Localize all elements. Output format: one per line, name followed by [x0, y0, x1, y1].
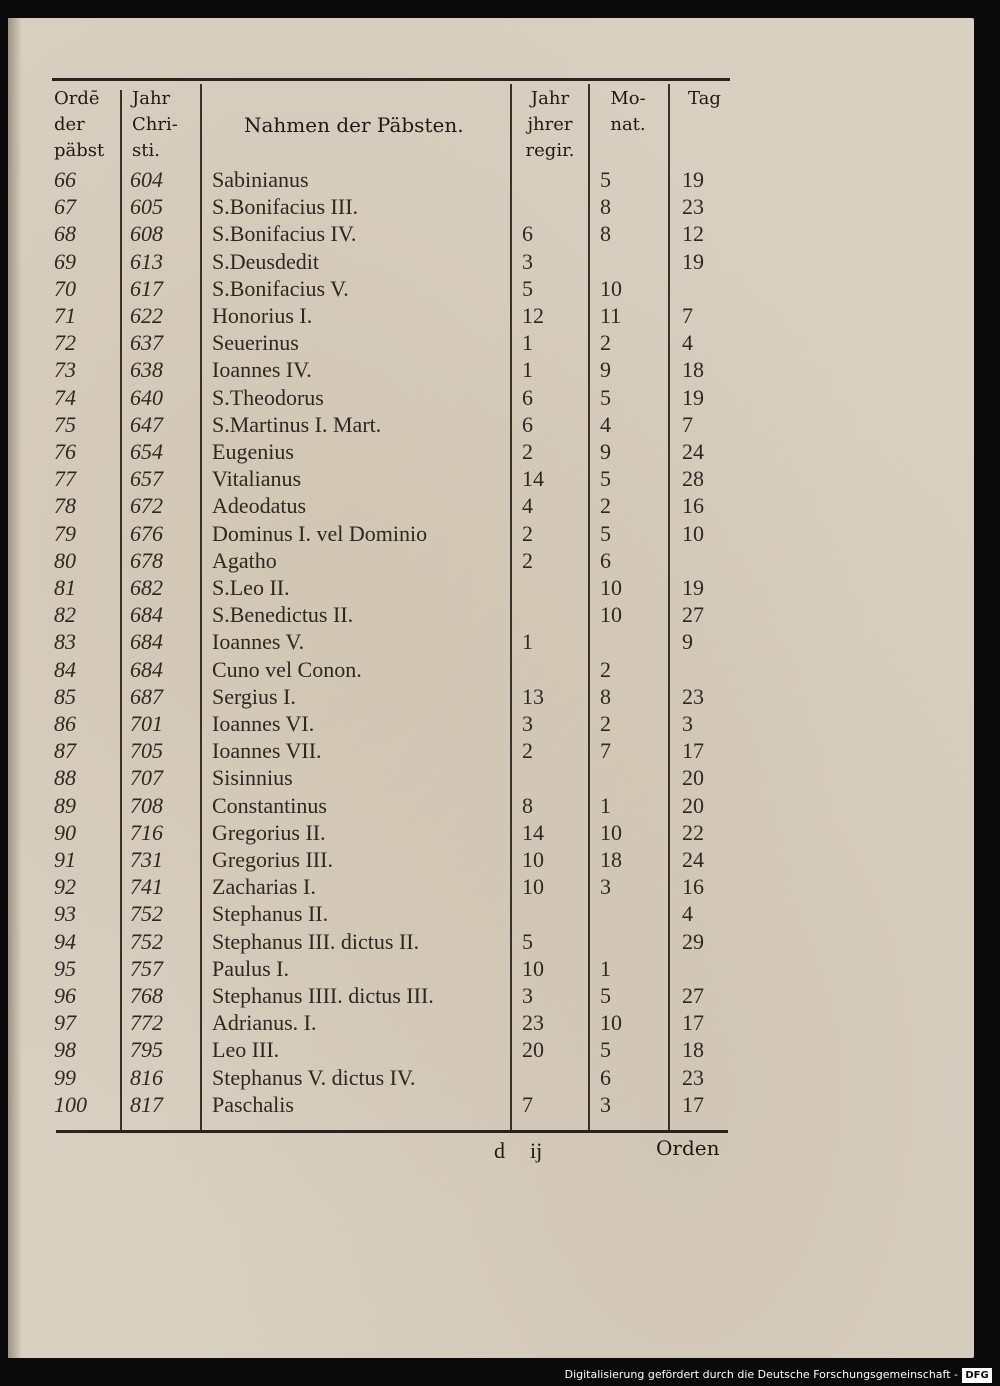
- reign-months: 7: [600, 738, 611, 764]
- pope-name: Ioannes V.: [212, 629, 305, 655]
- reign-months: 3: [600, 874, 611, 900]
- reign-years: 3: [522, 248, 533, 274]
- reign-days: 18: [682, 1037, 704, 1063]
- reign-days: 29: [682, 928, 704, 954]
- reign-years: 5: [522, 928, 533, 954]
- table-row: [0, 275, 1000, 302]
- pope-number: 71: [54, 303, 76, 328]
- table-row: [0, 628, 1000, 655]
- dfg-logo: DFG: [962, 1368, 992, 1383]
- pope-name: Leo III.: [212, 1037, 280, 1063]
- table-row: [0, 166, 1000, 193]
- year-christi: 795: [130, 1037, 163, 1063]
- table-row: [0, 928, 1000, 955]
- reign-years: 4: [522, 493, 533, 519]
- reign-months: 2: [600, 330, 611, 356]
- reign-years: 10: [522, 847, 544, 872]
- pope-number: 91: [54, 847, 76, 872]
- reign-days: 7: [682, 411, 693, 437]
- reign-years: 14: [522, 466, 544, 492]
- reign-years: 1: [522, 330, 533, 356]
- reign-months: 8: [600, 221, 611, 247]
- reign-years: 2: [522, 738, 533, 764]
- pope-number: 84: [54, 656, 76, 682]
- pope-name: Sabinianus: [212, 167, 309, 192]
- reign-months: 18: [600, 847, 622, 872]
- year-christi: 817: [130, 1091, 163, 1117]
- pope-name: S.Bonifacius III.: [212, 194, 359, 220]
- year-christi: 757: [130, 955, 163, 981]
- signature-number: ij: [530, 1138, 543, 1163]
- pope-number: 83: [54, 629, 76, 655]
- pope-number: 98: [54, 1037, 76, 1063]
- pope-name: Eugenius: [212, 439, 294, 464]
- table-row: [0, 1064, 1000, 1091]
- table-row: [0, 955, 1000, 982]
- table-row: [0, 683, 1000, 710]
- reign-days: 10: [682, 520, 704, 546]
- bottom-rule: [56, 1130, 728, 1133]
- header-tag: Tag: [688, 88, 721, 109]
- reign-months: 2: [600, 711, 611, 736]
- pope-name: Seuerinus: [212, 330, 299, 356]
- pope-name: Stephanus IIII. dictus III.: [212, 983, 434, 1008]
- year-christi: 768: [130, 983, 163, 1008]
- reign-years: 2: [522, 520, 533, 546]
- reign-months: 8: [600, 194, 611, 220]
- pope-name: Vitalianus: [212, 466, 302, 492]
- year-christi: 676: [130, 520, 163, 546]
- table-row: [0, 520, 1000, 547]
- reign-days: 16: [682, 493, 704, 519]
- year-christi: 684: [130, 656, 163, 682]
- reign-months: 5: [600, 466, 611, 492]
- signature-mark: d: [494, 1138, 505, 1163]
- reign-days: 18: [682, 357, 704, 383]
- table-row: [0, 737, 1000, 764]
- table-row: [0, 329, 1000, 356]
- pope-number: 97: [54, 1010, 76, 1036]
- pope-number: 69: [54, 248, 76, 274]
- year-christi: 605: [130, 194, 163, 220]
- pope-number: 96: [54, 983, 76, 1008]
- pope-name: Adrianus. I.: [212, 1010, 317, 1036]
- table-row: [0, 873, 1000, 900]
- pope-number: 75: [54, 411, 76, 437]
- table-row: [0, 574, 1000, 601]
- reign-days: 20: [682, 765, 704, 791]
- pope-number: 76: [54, 439, 76, 464]
- pope-number: 93: [54, 901, 76, 927]
- pope-name: Sisinnius: [212, 765, 293, 791]
- table-row: [0, 193, 1000, 220]
- pope-name: Paschalis: [212, 1091, 294, 1117]
- table-row: [0, 846, 1000, 873]
- pope-name: S.Leo II.: [212, 575, 290, 600]
- table-row: [0, 764, 1000, 791]
- pope-name: S.Martinus I. Mart.: [212, 411, 382, 437]
- pope-name: Honorius I.: [212, 303, 313, 328]
- reign-months: 2: [600, 656, 611, 682]
- year-christi: 672: [130, 493, 163, 519]
- reign-years: 23: [522, 1010, 544, 1036]
- reign-years: 5: [522, 275, 533, 301]
- year-christi: 640: [130, 384, 163, 410]
- reign-days: 19: [682, 384, 704, 410]
- pope-number: 70: [54, 275, 76, 301]
- reign-days: 9: [682, 629, 693, 655]
- reign-years: 2: [522, 439, 533, 464]
- pope-name: S.Theodorus: [212, 384, 324, 410]
- year-christi: 604: [130, 167, 163, 192]
- reign-days: 23: [682, 1064, 704, 1090]
- reign-months: 4: [600, 411, 611, 437]
- pope-name: Ioannes IV.: [212, 357, 312, 383]
- reign-years: 2: [522, 547, 533, 573]
- table-row: [0, 411, 1000, 438]
- reign-days: 27: [682, 983, 704, 1008]
- pope-number: 73: [54, 357, 76, 383]
- year-christi: 731: [130, 847, 163, 872]
- reign-months: 6: [600, 547, 611, 573]
- reign-days: 17: [682, 738, 704, 764]
- year-christi: 678: [130, 547, 163, 573]
- reign-months: 5: [600, 167, 611, 192]
- reign-years: 6: [522, 221, 533, 247]
- header-jahr-christi: Jahr Chri- sti.: [132, 88, 178, 161]
- pope-number: 86: [54, 711, 76, 736]
- reign-days: 27: [682, 602, 704, 628]
- year-christi: 654: [130, 439, 163, 464]
- pope-name: Agatho: [212, 547, 277, 573]
- reign-months: 5: [600, 384, 611, 410]
- year-christi: 682: [130, 575, 163, 600]
- table-row: [0, 819, 1000, 846]
- reign-days: 22: [682, 819, 704, 845]
- table-row: [0, 710, 1000, 737]
- reign-days: 19: [682, 248, 704, 274]
- pope-number: 77: [54, 466, 76, 492]
- credit-text: Digitalisierung gefördert durch die Deutsche Forschungsgemeinschaft -: [564, 1368, 958, 1381]
- table-row: [0, 792, 1000, 819]
- reign-years: 6: [522, 411, 533, 437]
- header-ordo: Ordē der päbst: [54, 88, 105, 161]
- year-christi: 708: [130, 792, 163, 818]
- pope-number: 99: [54, 1064, 76, 1090]
- table-row: [0, 356, 1000, 383]
- reign-years: 12: [522, 303, 544, 328]
- year-christi: 647: [130, 411, 163, 437]
- pope-number: 94: [54, 928, 76, 954]
- reign-months: 5: [600, 983, 611, 1008]
- pope-name: S.Benedictus II.: [212, 602, 354, 628]
- reign-months: 3: [600, 1091, 611, 1117]
- pope-name: Stephanus III. dictus II.: [212, 928, 420, 954]
- pope-name: S.Bonifacius V.: [212, 275, 349, 301]
- table-row: [0, 220, 1000, 247]
- pope-name: Stephanus V. dictus IV.: [212, 1064, 416, 1090]
- pope-number: 67: [54, 194, 76, 220]
- table-row: [0, 547, 1000, 574]
- reign-months: 10: [600, 275, 622, 301]
- table-row: [0, 1009, 1000, 1036]
- table-row: [0, 1036, 1000, 1063]
- reign-days: 4: [682, 901, 693, 927]
- table-row: [0, 1091, 1000, 1118]
- reign-months: 6: [600, 1064, 611, 1090]
- year-christi: 687: [130, 683, 163, 709]
- reign-days: 24: [682, 439, 704, 464]
- year-christi: 707: [130, 765, 163, 791]
- pope-name: Sergius I.: [212, 683, 296, 709]
- reign-days: 12: [682, 221, 704, 247]
- reign-years: 10: [522, 874, 544, 900]
- pope-number: 100: [54, 1091, 87, 1117]
- year-christi: 684: [130, 629, 163, 655]
- year-christi: 716: [130, 819, 163, 845]
- reign-days: 17: [682, 1010, 704, 1036]
- year-christi: 608: [130, 221, 163, 247]
- reign-days: 17: [682, 1091, 704, 1117]
- reign-days: 20: [682, 792, 704, 818]
- year-christi: 701: [130, 711, 163, 736]
- table-row: [0, 384, 1000, 411]
- year-christi: 613: [130, 248, 163, 274]
- pope-name: Constantinus: [212, 792, 327, 818]
- header-monat: Mo- nat.: [610, 88, 646, 135]
- pope-number: 92: [54, 874, 76, 900]
- reign-days: 24: [682, 847, 704, 872]
- reign-months: 9: [600, 439, 611, 464]
- reign-years: 14: [522, 819, 544, 845]
- year-christi: 638: [130, 357, 163, 383]
- reign-months: 8: [600, 683, 611, 709]
- year-christi: 617: [130, 275, 163, 301]
- reign-months: 11: [600, 303, 622, 328]
- reign-months: 10: [600, 575, 622, 600]
- table-row: [0, 492, 1000, 519]
- pope-name: Dominus I. vel Dominio: [212, 520, 428, 546]
- reign-years: 3: [522, 711, 533, 736]
- reign-years: 10: [522, 955, 544, 981]
- year-christi: 657: [130, 466, 163, 492]
- table-row: [0, 248, 1000, 275]
- reign-years: 3: [522, 983, 533, 1008]
- reign-days: 3: [682, 711, 693, 736]
- year-christi: 752: [130, 928, 163, 954]
- reign-days: 7: [682, 303, 693, 328]
- table-row: [0, 465, 1000, 492]
- table-row: [0, 438, 1000, 465]
- pope-number: 74: [54, 384, 76, 410]
- pope-name: Ioannes VII.: [212, 738, 322, 764]
- year-christi: 637: [130, 330, 163, 356]
- header-nahmen: Nahmen der Päbsten.: [244, 113, 464, 137]
- reign-days: 16: [682, 874, 704, 900]
- reign-months: 10: [600, 602, 622, 628]
- pope-number: 81: [54, 575, 76, 600]
- pope-name: Paulus I.: [212, 955, 289, 981]
- reign-months: 5: [600, 520, 611, 546]
- reign-years: 6: [522, 384, 533, 410]
- reign-days: 19: [682, 575, 704, 600]
- year-christi: 684: [130, 602, 163, 628]
- reign-months: 10: [600, 819, 622, 845]
- reign-years: 13: [522, 683, 544, 709]
- reign-months: 1: [600, 955, 611, 981]
- reign-years: 20: [522, 1037, 544, 1063]
- reign-months: 1: [600, 792, 611, 818]
- reign-months: 9: [600, 357, 611, 383]
- reign-months: 10: [600, 1010, 622, 1036]
- year-christi: 705: [130, 738, 163, 764]
- pope-name: Adeodatus: [212, 493, 307, 519]
- pope-name: Cuno vel Conon.: [212, 656, 362, 682]
- top-rule: [52, 78, 730, 81]
- pope-number: 87: [54, 738, 76, 764]
- pope-number: 78: [54, 493, 76, 519]
- reign-months: 5: [600, 1037, 611, 1063]
- reign-days: 19: [682, 167, 704, 192]
- table-row: [0, 601, 1000, 628]
- year-christi: 752: [130, 901, 163, 927]
- year-christi: 816: [130, 1064, 163, 1090]
- table-row: [0, 982, 1000, 1009]
- pope-name: S.Bonifacius IV.: [212, 221, 357, 247]
- year-christi: 622: [130, 303, 163, 328]
- pope-name: Gregorius III.: [212, 847, 333, 872]
- reign-days: 28: [682, 466, 704, 492]
- reign-months: 2: [600, 493, 611, 519]
- reign-days: 23: [682, 194, 704, 220]
- pope-number: 72: [54, 330, 76, 356]
- table-row: [0, 302, 1000, 329]
- catchword: Orden: [656, 1136, 720, 1160]
- reign-years: 1: [522, 629, 533, 655]
- credit-bar: [0, 1366, 1000, 1386]
- pope-number: 66: [54, 167, 76, 192]
- pope-number: 85: [54, 683, 76, 709]
- pope-number: 89: [54, 792, 76, 818]
- pope-number: 79: [54, 520, 76, 546]
- header-jahr-regierung: Jahr jhrer regir.: [525, 88, 575, 161]
- pope-name: S.Deusdedit: [212, 248, 319, 274]
- pope-number: 68: [54, 221, 76, 247]
- pope-number: 90: [54, 819, 76, 845]
- pope-number: 80: [54, 547, 76, 573]
- table-row: [0, 656, 1000, 683]
- pope-number: 88: [54, 765, 76, 791]
- pope-number: 82: [54, 602, 76, 628]
- year-christi: 772: [130, 1010, 163, 1036]
- reign-years: 7: [522, 1091, 533, 1117]
- reign-days: 23: [682, 683, 704, 709]
- year-christi: 741: [130, 874, 163, 900]
- pope-name: Ioannes VI.: [212, 711, 315, 736]
- pope-name: Gregorius II.: [212, 819, 326, 845]
- pope-name: Stephanus II.: [212, 901, 329, 927]
- reign-days: 4: [682, 330, 693, 356]
- reign-years: 8: [522, 792, 533, 818]
- pope-name: Zacharias I.: [212, 874, 316, 900]
- reign-years: 1: [522, 357, 533, 383]
- pope-number: 95: [54, 955, 76, 981]
- table-row: [0, 900, 1000, 927]
